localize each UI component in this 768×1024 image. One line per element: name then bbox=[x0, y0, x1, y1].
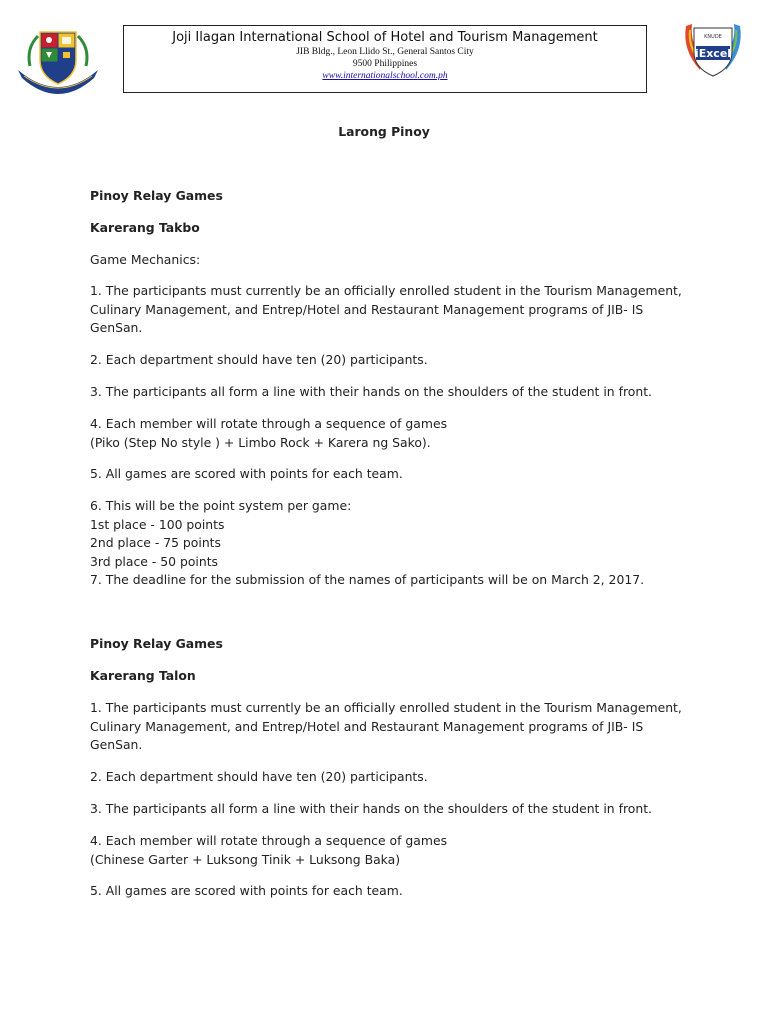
section1-item4-line2: (Piko (Step No style ) + Limbo Rock + Karera ng Sako). bbox=[90, 434, 431, 450]
section1-item1-line2: Culinary Management, and Entrep/Hotel and Restaurant Management programs of JIB- IS bbox=[90, 301, 644, 317]
section2-item1-line1: 1. The participants must currently be an officially enrolled student in the Tourism Management, bbox=[90, 700, 682, 715]
school-header-box bbox=[123, 25, 647, 93]
section1-item1-line1: 1. The participants must currently be an officially enrolled student in the Tourism Management, bbox=[90, 283, 682, 298]
school-seal-logo bbox=[16, 26, 100, 98]
section2-heading: Pinoy Relay Games bbox=[90, 636, 223, 651]
section1-subheading: Karerang Takbo bbox=[90, 220, 200, 235]
section1-item6-second-place: 2nd place - 75 points bbox=[90, 535, 221, 550]
iexcel-logo bbox=[680, 16, 746, 80]
section1-item3: 3. The participants all form a line with their hands on the shoulders of the student in front. bbox=[90, 384, 653, 399]
section1-item1-line3: GenSan. bbox=[90, 320, 143, 335]
section1-intro: Game Mechanics: bbox=[90, 252, 201, 267]
section1-item6-first-place: 1st place - 100 points bbox=[90, 516, 225, 532]
section1-heading: Pinoy Relay Games bbox=[90, 188, 223, 203]
section2-item5: 5. All games are scored with points for each team. bbox=[90, 883, 403, 898]
section1-item5: 5. All games are scored with points for each team. bbox=[90, 466, 403, 481]
section1-item2: 2. Each department should have ten (20) participants. bbox=[90, 352, 428, 367]
address-line-2: 9500 Philippines bbox=[352, 59, 418, 69]
section2-item1-line2: Culinary Management, and Entrep/Hotel and Restaurant Management programs of JIB- IS bbox=[90, 718, 644, 734]
section1-item4-line1: 4. Each member will rotate through a sequence of games bbox=[90, 416, 448, 431]
section2-item3: 3. The participants all form a line with their hands on the shoulders of the student in front. bbox=[90, 801, 653, 816]
section2-item4-line2: (Chinese Garter + Luksong Tinik + Luksong Baka) bbox=[90, 851, 401, 867]
iexcel-logo-text: iExcel bbox=[694, 47, 732, 60]
section2-item1-line3: GenSan. bbox=[90, 737, 143, 752]
school-name: Joji Ilagan International School of Hotel and Tourism Management bbox=[172, 30, 598, 45]
section1-item6-third-place: 3rd place - 50 points bbox=[90, 553, 219, 569]
document-title: Larong Pinoy bbox=[338, 124, 430, 139]
iexcel-small-text: KNUDE bbox=[704, 34, 722, 40]
section1-item6-line1: 6. This will be the point system per game: bbox=[90, 498, 352, 513]
section1-item7: 7. The deadline for the submission of the names of participants will be on March 2, 2017. bbox=[90, 572, 645, 587]
section2-item4-line1: 4. Each member will rotate through a sequence of games bbox=[90, 833, 448, 848]
website-link[interactable]: www.internationalschool.com.ph bbox=[322, 71, 448, 81]
section2-subheading: Karerang Talon bbox=[90, 668, 196, 683]
section2-item2: 2. Each department should have ten (20) participants. bbox=[90, 769, 428, 784]
address-line-1: JIB Bldg., Leon Llido St., General Santos City bbox=[296, 47, 474, 57]
